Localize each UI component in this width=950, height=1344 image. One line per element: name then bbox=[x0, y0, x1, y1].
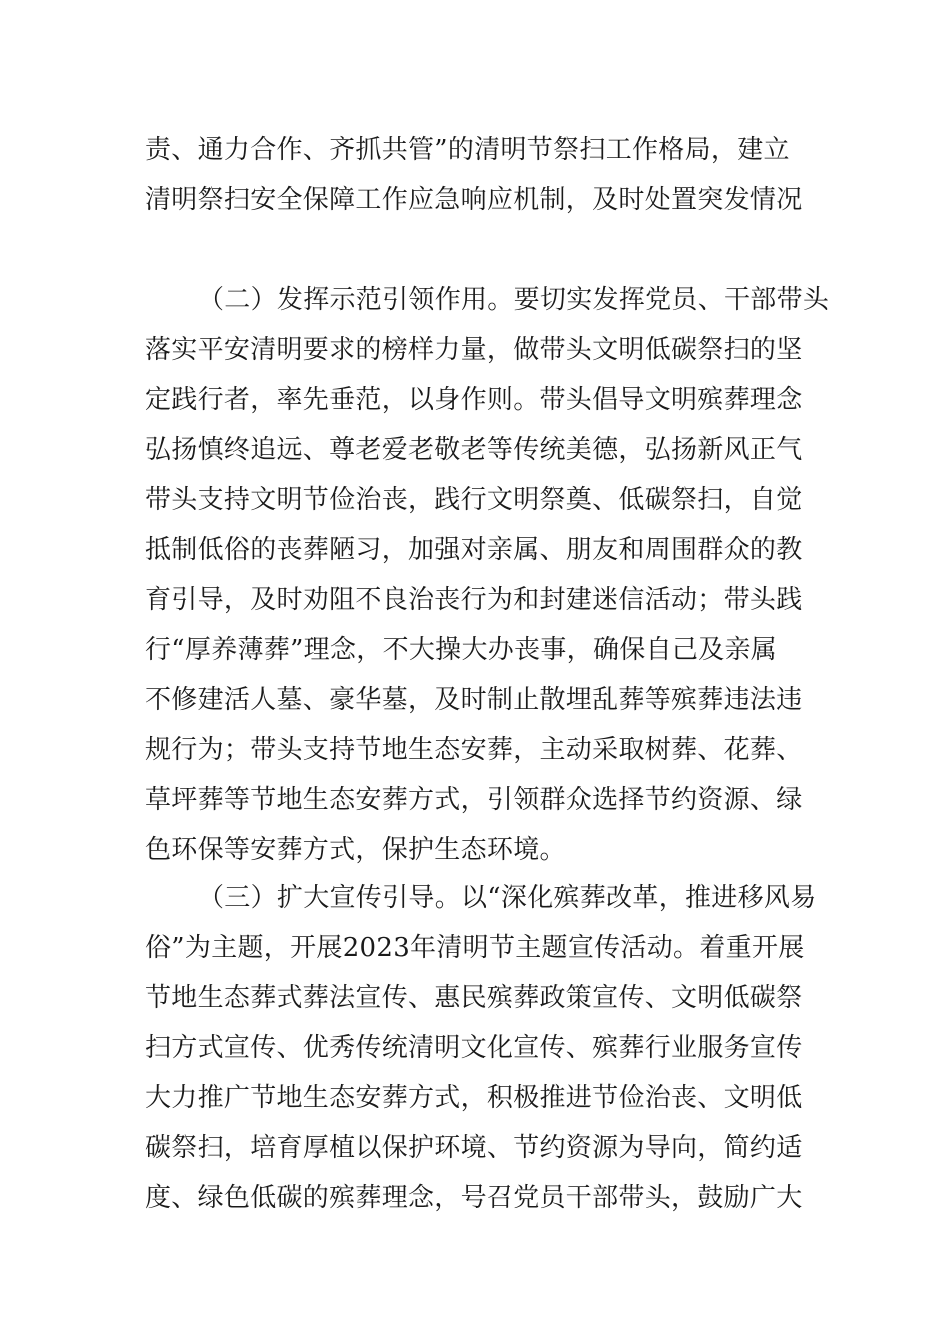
paragraph-2-line-12: 色环保等安葬方式，保护生态环境。 bbox=[145, 835, 566, 865]
paragraph-3-line-4: 扫方式宣传、优秀传统清明文化宣传、殡葬行业服务宣传 bbox=[145, 1033, 803, 1063]
paragraph-2-line-3: 定践行者，率先垂范，以身作则。带头倡导文明殡葬理念 bbox=[145, 385, 803, 415]
paragraph-3-line-3: 节地生态葬式葬法宣传、惠民殡葬政策宣传、文明低碳祭 bbox=[145, 983, 803, 1013]
paragraph-2-line-7: 育引导，及时劝阻不良治丧行为和封建迷信活动；带头践 bbox=[145, 585, 803, 615]
paragraph-2-line-2: 落实平安清明要求的榜样力量，做带头文明低碳祭扫的坚 bbox=[145, 335, 803, 365]
paragraph-3-line-2: 俗”为主题，开展2023年清明节主题宣传活动。着重开展 bbox=[145, 933, 805, 963]
paragraph-2-line-1: （二）发挥示范引领作用。要切实发挥党员、干部带头 bbox=[198, 285, 830, 315]
paragraph-1-line-2: 清明祭扫安全保障工作应急响应机制，及时处置突发情况 bbox=[145, 185, 803, 215]
paragraph-2-line-5: 带头支持文明节俭治丧，践行文明祭奠、低碳祭扫，自觉 bbox=[145, 485, 803, 515]
paragraph-3-line-7: 度、绿色低碳的殡葬理念，号召党员干部带头，鼓励广大 bbox=[145, 1183, 803, 1213]
paragraph-2-line-11: 草坪葬等节地生态安葬方式，引领群众选择节约资源、绿 bbox=[145, 785, 803, 815]
paragraph-2-line-6: 抵制低俗的丧葬陋习，加强对亲属、朋友和周围群众的教 bbox=[145, 535, 803, 565]
paragraph-2-line-10: 规行为；带头支持节地生态安葬，主动采取树葬、花葬、 bbox=[145, 735, 803, 765]
paragraph-2-line-4: 弘扬慎终追远、尊老爱老敬老等传统美德，弘扬新风正气 bbox=[145, 435, 803, 465]
paragraph-3-line-1: （三）扩大宣传引导。以“深化殡葬改革，推进移风易 bbox=[198, 883, 817, 913]
paragraph-2-line-9: 不修建活人墓、豪华墓，及时制止散埋乱葬等殡葬违法违 bbox=[145, 685, 803, 715]
paragraph-3-line-5: 大力推广节地生态安葬方式，积极推进节俭治丧、文明低 bbox=[145, 1083, 803, 1113]
paragraph-1-line-1: 责、通力合作、齐抓共管”的清明节祭扫工作格局，建立 bbox=[145, 135, 790, 165]
paragraph-2-line-8: 行“厚养薄葬”理念，不大操大办丧事，确保自己及亲属 bbox=[145, 635, 778, 665]
paragraph-3-line-6: 碳祭扫，培育厚植以保护环境、节约资源为导向，简约适 bbox=[145, 1133, 803, 1163]
